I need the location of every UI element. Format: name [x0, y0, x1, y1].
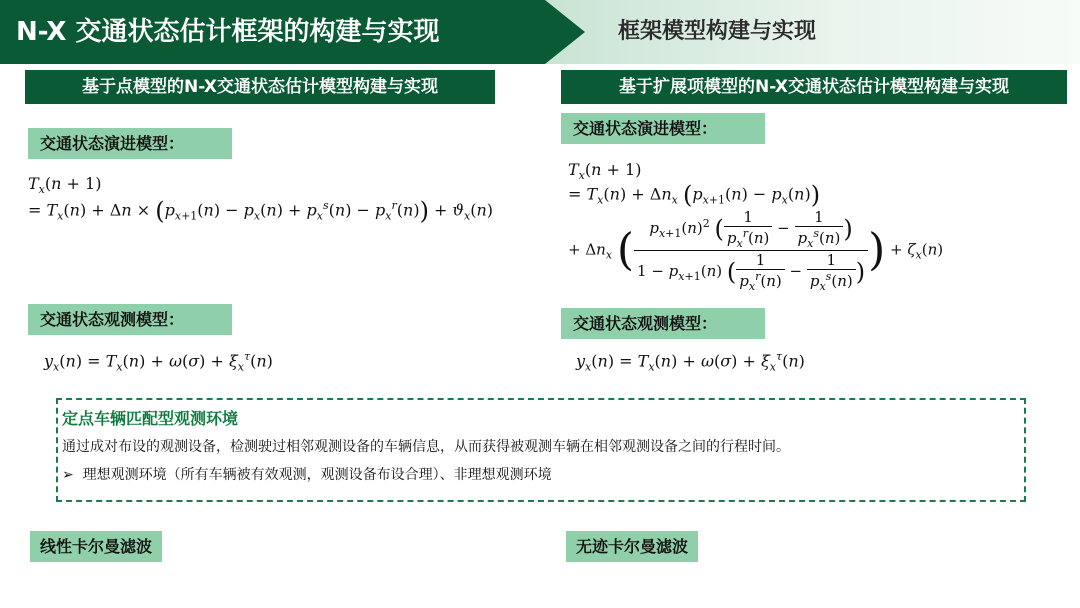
left-observation-equation: $y_x(n) = T_x(n) + \omega(\sigma) + \xi_x^\tau(n)$ — [44, 350, 273, 374]
left-section-title: 基于点模型的N-X交通状态估计模型构建与实现 — [25, 70, 495, 104]
right-section-title: 基于扩展项模型的N-X交通状态估计模型构建与实现 — [561, 70, 1067, 104]
left-evolution-equation-line1: $T_x(n + 1)$ — [28, 174, 102, 197]
left-observation-label: 交通状态观测模型： — [28, 304, 232, 335]
observation-environment-bullet — [62, 464, 552, 484]
left-evolution-equation-line2: = $T_x(n) + \Delta n \times (p_{x+1}(n) - p_x(n) + p_x^s(n) - p_x^r(n)) + ϑ_x(n)$ — [28, 197, 494, 225]
right-observation-equation: $y_x(n) = T_x(n) + \omega(\sigma) + \xi_x^\tau(n)$ — [576, 350, 805, 374]
arrow-bullet-icon: ➢ — [62, 467, 74, 483]
right-evolution-equation-line2: = $T_x(n) + \Delta n_x$ $(p_{x+1}(n) - p_x(n))$ — [568, 181, 821, 209]
right-evolution-equation-line3: + $\Delta n_x$ ( $p_{x+1}(n)^2$ ( $\frac{1}{p_x^r(n)}$ − $\frac{1}{p_x^s(n)}$ ) $1 - p_{x+1}(n)$ ( $\frac{1}{p_x^r(n)}$ − $\frac{1}{p_x^s(n)}$ ) ) + $\zeta_x(n)$ — [568, 208, 944, 293]
right-evolution-label: 交通状态演进模型： — [561, 113, 765, 144]
left-evolution-label: 交通状态演进模型： — [28, 128, 232, 159]
right-observation-label: 交通状态观测模型： — [561, 308, 765, 339]
observation-environment-description: 通过成对布设的观测设备，检测驶过相邻观测设备的车辆信息，从而获得被观测车辆在相邻观测设备之间的行程时间。 — [62, 439, 790, 455]
observation-environment-bullet-text: 理想观测环境（所有车辆被有效观测，观测设备布设合理）、非理想观测环境 — [82, 467, 552, 483]
linear-kalman-filter-label: 线性卡尔曼滤波 — [30, 531, 162, 562]
page-subtitle: 框架模型构建与实现 — [618, 19, 817, 44]
observation-environment-title: 定点车辆匹配型观测环境 — [62, 409, 239, 428]
unscented-kalman-filter-label: 无迹卡尔曼滤波 — [566, 531, 698, 562]
right-evolution-equation-line1: $T_x(n + 1)$ — [568, 160, 642, 183]
page-title: N-X 交通状态估计框架的构建与实现 — [16, 17, 440, 47]
